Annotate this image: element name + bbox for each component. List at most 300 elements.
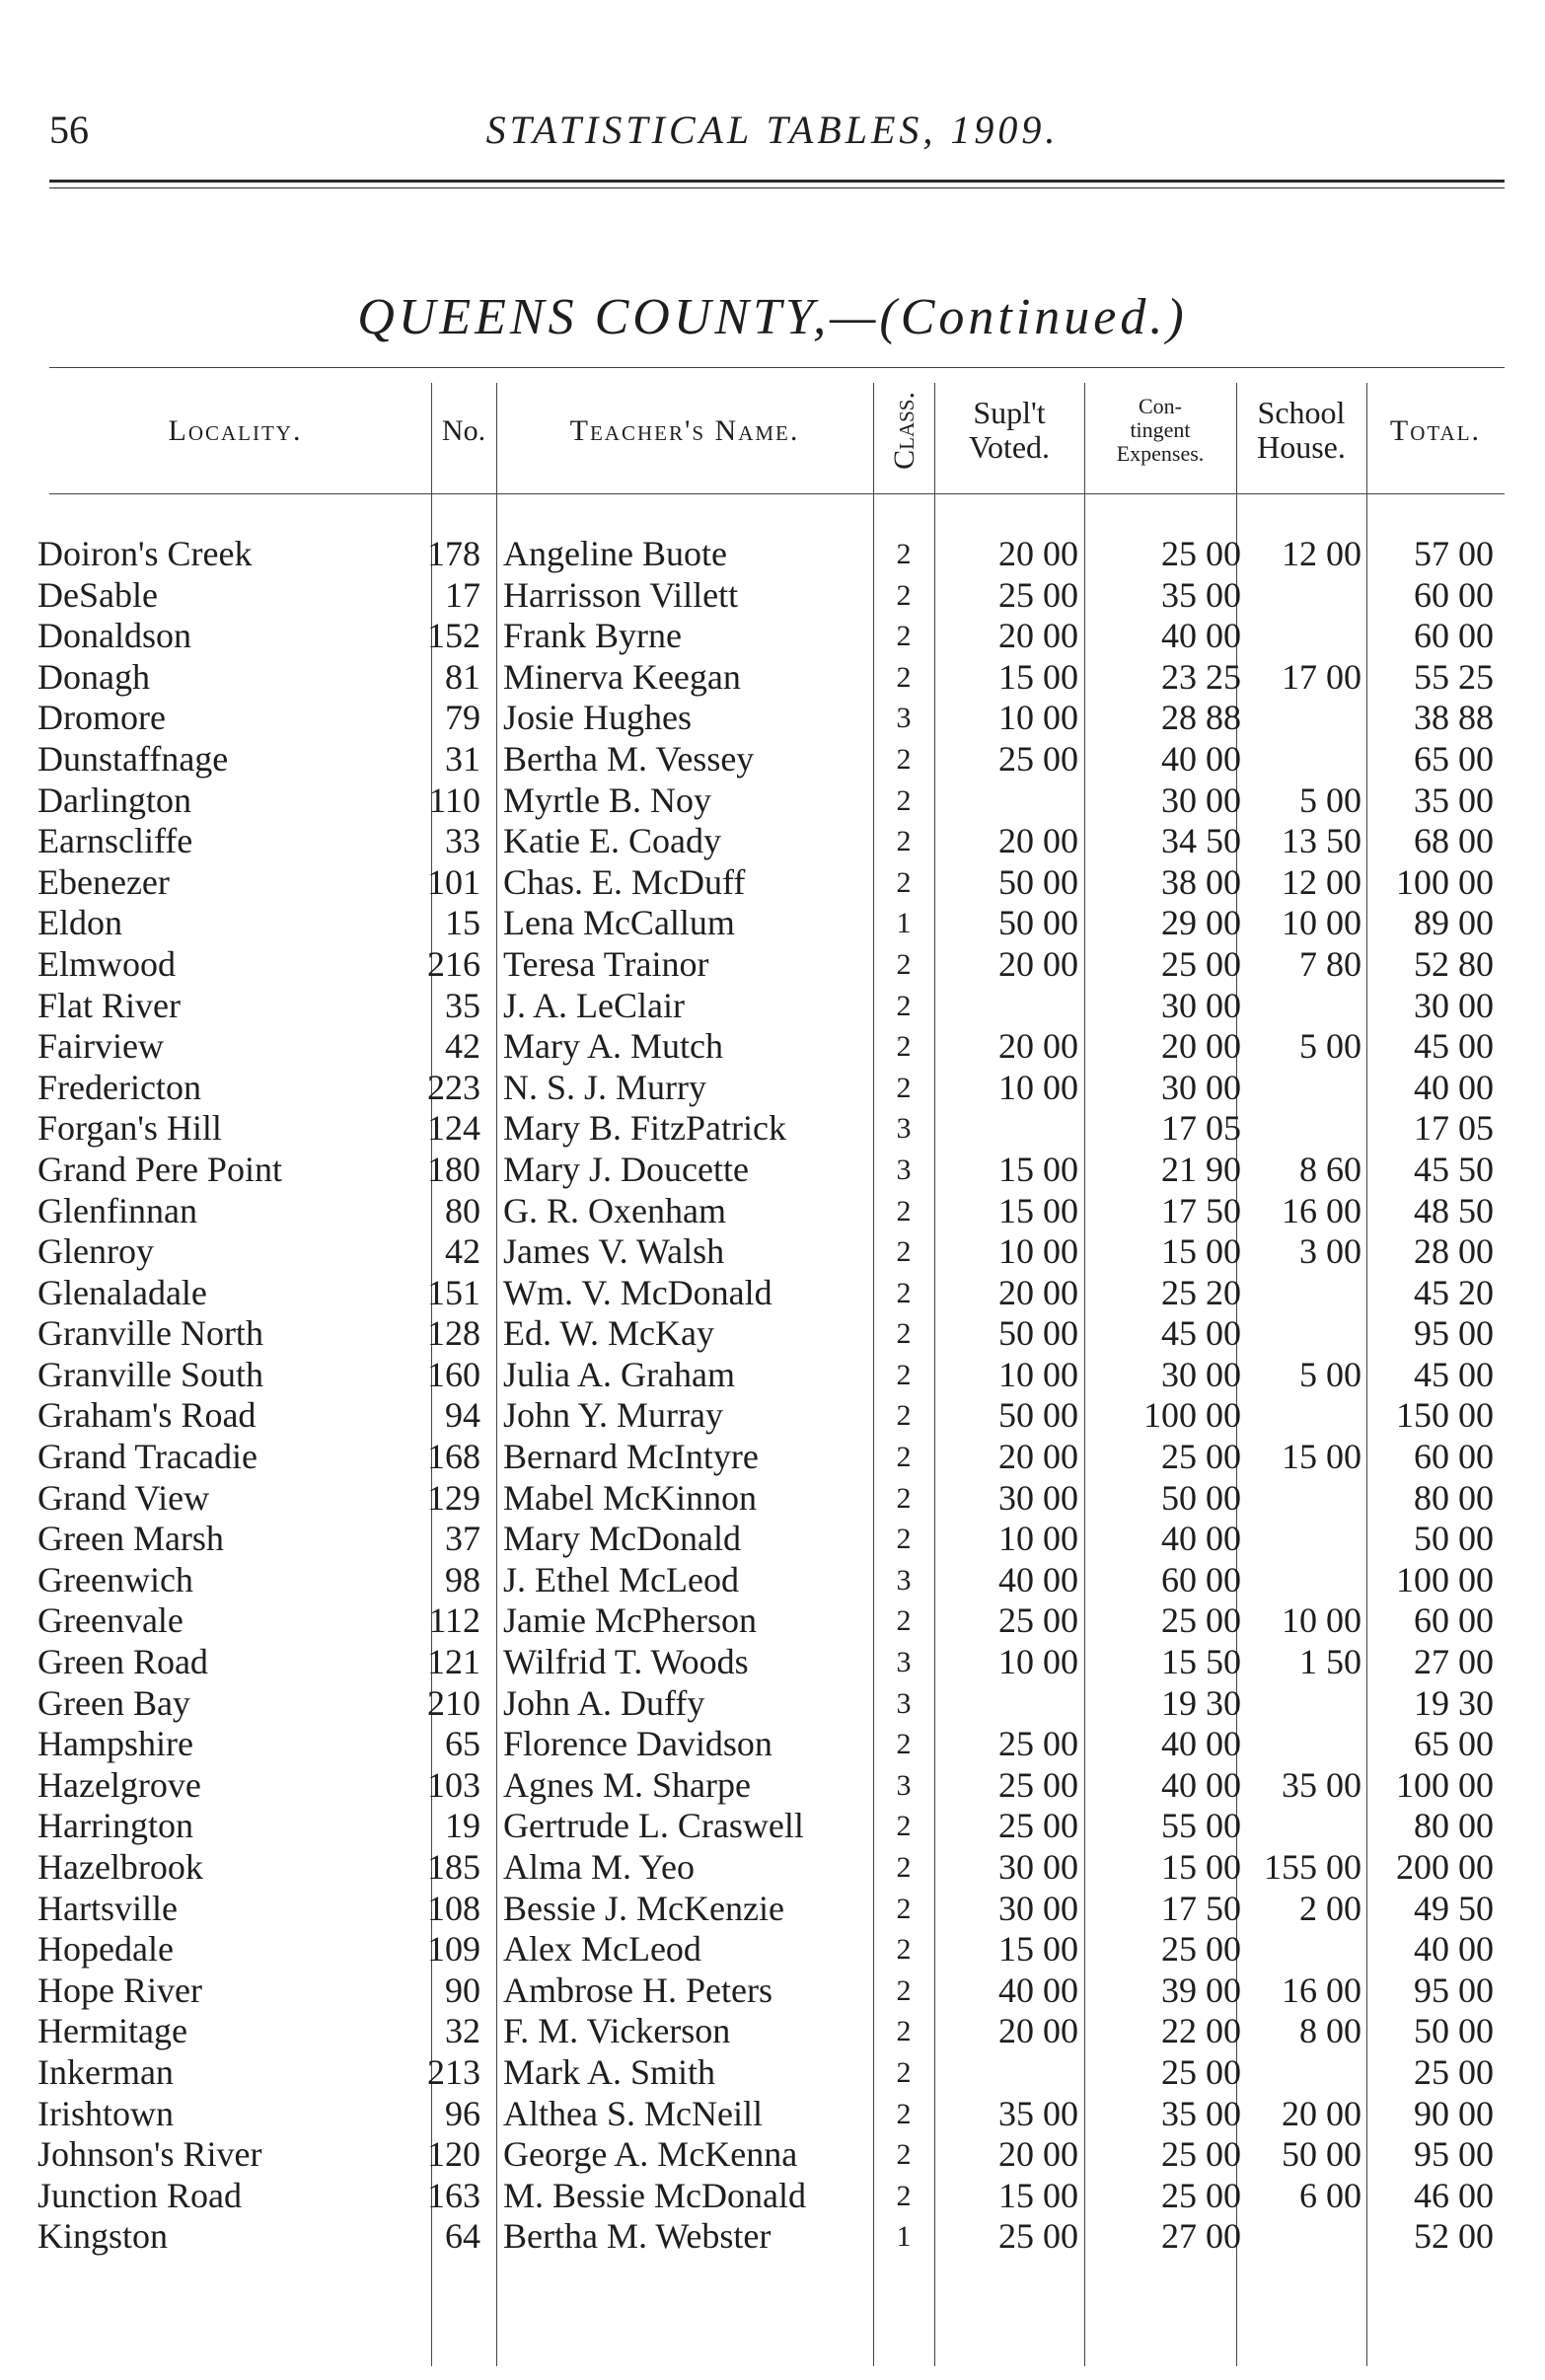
- table-row: [0, 2011, 1545, 2052]
- locality-cell: Hermitage: [37, 2011, 187, 2051]
- contingent-cell: 25 00: [1161, 2175, 1241, 2215]
- class-cell: 2: [896, 1399, 912, 1433]
- contingent-cell: 19 30: [1161, 1682, 1241, 1723]
- contingent-cell: 34 50: [1161, 821, 1241, 861]
- number-cell: 128: [427, 1313, 480, 1354]
- supt-voted-cell: 10 00: [998, 1642, 1078, 1682]
- locality-cell: Dromore: [37, 698, 166, 738]
- school-house-cell: 12 00: [1282, 534, 1361, 573]
- contingent-cell: 25 00: [1161, 1600, 1241, 1641]
- class-cell: 2: [896, 1071, 912, 1104]
- class-cell: 2: [896, 2055, 912, 2089]
- teacher-name-cell: Frank Byrne: [503, 616, 682, 656]
- teacher-name-cell: Bertha M. Vessey: [503, 738, 755, 779]
- total-cell: 50 00: [1414, 1519, 1494, 1559]
- contingent-cell: 30 00: [1161, 1067, 1241, 1107]
- header-contingent-line1: Con-: [1139, 393, 1182, 418]
- table-row: [0, 1765, 1545, 1807]
- total-cell: 40 00: [1414, 1929, 1494, 1970]
- total-cell: 60 00: [1414, 574, 1494, 615]
- number-cell: 19: [445, 1806, 480, 1846]
- teacher-name-cell: Julia A. Graham: [503, 1354, 735, 1394]
- table-row: [0, 1108, 1545, 1150]
- class-cell: 2: [896, 1523, 912, 1556]
- number-cell: 168: [427, 1437, 480, 1477]
- table-row: [0, 1478, 1545, 1520]
- locality-cell: Granville North: [37, 1313, 263, 1354]
- class-cell: 2: [896, 578, 912, 612]
- teacher-name-cell: Agnes M. Sharpe: [503, 1764, 751, 1805]
- number-cell: 98: [445, 1559, 480, 1599]
- contingent-cell: 30 00: [1161, 1354, 1241, 1394]
- teacher-name-cell: M. Bessie McDonald: [503, 2175, 806, 2215]
- teacher-name-cell: Gertrude L. Craswell: [503, 1806, 804, 1846]
- total-cell: 89 00: [1414, 903, 1494, 943]
- teacher-name-cell: Mark A. Smith: [503, 2051, 716, 2092]
- table-row: [0, 1971, 1545, 2012]
- class-cell: 2: [896, 538, 912, 570]
- locality-cell: Grand Pere Point: [37, 1149, 282, 1189]
- contingent-cell: 25 00: [1161, 1929, 1241, 1970]
- supt-voted-cell: 15 00: [998, 656, 1078, 697]
- teacher-name-cell: Angeline Buote: [503, 534, 727, 573]
- table-row: [0, 1273, 1545, 1314]
- supt-voted-cell: 15 00: [998, 1149, 1078, 1189]
- number-cell: 124: [427, 1108, 480, 1149]
- contingent-cell: 20 00: [1161, 1026, 1241, 1067]
- total-cell: 65 00: [1414, 1724, 1494, 1764]
- total-cell: 48 50: [1414, 1190, 1494, 1230]
- locality-cell: Granville South: [37, 1354, 263, 1394]
- supt-voted-cell: 30 00: [998, 1847, 1078, 1887]
- total-cell: 45 00: [1414, 1026, 1494, 1067]
- contingent-cell: 40 00: [1161, 1724, 1241, 1764]
- school-house-cell: 2 00: [1299, 1888, 1361, 1928]
- teacher-name-cell: James V. Walsh: [503, 1231, 725, 1272]
- locality-cell: Hazelgrove: [37, 1764, 201, 1805]
- school-house-cell: 16 00: [1282, 1190, 1361, 1230]
- class-cell: 3: [896, 1112, 912, 1146]
- number-cell: 108: [427, 1888, 480, 1928]
- school-house-cell: 17 00: [1282, 656, 1361, 697]
- table-row: [0, 1231, 1545, 1273]
- class-cell: 2: [896, 1030, 912, 1064]
- class-cell: 2: [896, 742, 912, 776]
- total-cell: 60 00: [1414, 1600, 1494, 1641]
- teacher-name-cell: Mary McDonald: [503, 1519, 741, 1559]
- class-cell: 2: [896, 2015, 912, 2048]
- table-row: [0, 1847, 1545, 1889]
- table-row: [0, 534, 1545, 575]
- header-rule-thin: [49, 187, 1505, 188]
- contingent-cell: 40 00: [1161, 738, 1241, 779]
- supt-voted-cell: 20 00: [998, 616, 1078, 656]
- teacher-name-cell: J. A. LeClair: [503, 985, 685, 1025]
- contingent-cell: 35 00: [1161, 2093, 1241, 2133]
- total-cell: 55 25: [1414, 656, 1494, 697]
- class-cell: 2: [896, 1481, 912, 1515]
- supt-voted-cell: 50 00: [998, 861, 1078, 902]
- locality-cell: Inkerman: [37, 2051, 174, 2092]
- header-contingent: [1084, 367, 1236, 493]
- total-cell: 40 00: [1414, 1067, 1494, 1107]
- table-row: [0, 1519, 1545, 1560]
- total-cell: 90 00: [1414, 2093, 1494, 2133]
- number-cell: 216: [427, 943, 480, 984]
- number-cell: 90: [445, 1970, 480, 2010]
- school-house-cell: 10 00: [1282, 903, 1361, 943]
- school-house-cell: 5 00: [1299, 1026, 1361, 1067]
- teacher-name-cell: Alma M. Yeo: [503, 1847, 696, 1887]
- teacher-name-cell: Ambrose H. Peters: [503, 1970, 772, 2010]
- locality-cell: Glenroy: [37, 1231, 154, 1272]
- locality-cell: Grand Tracadie: [37, 1437, 258, 1477]
- supt-voted-cell: 20 00: [998, 1026, 1078, 1067]
- total-cell: 65 00: [1414, 738, 1494, 779]
- teacher-name-cell: Lena McCallum: [503, 903, 735, 943]
- class-cell: 2: [896, 1933, 912, 1967]
- teacher-name-cell: Bertha M. Webster: [503, 2216, 772, 2257]
- table-row: [0, 616, 1545, 657]
- locality-cell: Harrington: [37, 1806, 193, 1846]
- supt-voted-cell: 20 00: [998, 1272, 1078, 1312]
- contingent-cell: 55 00: [1161, 1806, 1241, 1846]
- supt-voted-cell: 10 00: [998, 698, 1078, 738]
- teacher-name-cell: F. M. Vickerson: [503, 2011, 731, 2051]
- class-cell: 2: [896, 2138, 912, 2172]
- school-house-cell: 1 50: [1299, 1642, 1361, 1682]
- supt-voted-cell: 30 00: [998, 1888, 1078, 1928]
- locality-cell: Elmwood: [37, 943, 176, 984]
- total-cell: 38 88: [1414, 698, 1494, 738]
- contingent-cell: 21 90: [1161, 1149, 1241, 1189]
- total-cell: 27 00: [1414, 1642, 1494, 1682]
- teacher-name-cell: Jamie McPherson: [503, 1600, 757, 1641]
- teacher-name-cell: Mary B. FitzPatrick: [503, 1108, 786, 1149]
- teacher-name-cell: Katie E. Coady: [503, 821, 721, 861]
- table-row: [0, 781, 1545, 822]
- supt-voted-cell: 25 00: [998, 2216, 1078, 2257]
- supt-voted-cell: 20 00: [998, 943, 1078, 984]
- class-cell: 2: [896, 1851, 912, 1884]
- contingent-cell: 25 00: [1161, 534, 1241, 573]
- teacher-name-cell: Minerva Keegan: [503, 656, 741, 697]
- teacher-name-cell: Bessie J. McKenzie: [503, 1888, 784, 1928]
- locality-cell: Greenwich: [37, 1559, 193, 1599]
- class-cell: 2: [896, 660, 912, 694]
- contingent-cell: 15 50: [1161, 1642, 1241, 1682]
- running-title: STATISTICAL TABLES, 1909.: [485, 108, 1060, 152]
- supt-voted-cell: 30 00: [998, 1477, 1078, 1518]
- header-rule: [49, 180, 1505, 183]
- teacher-name-cell: Mary J. Doucette: [503, 1149, 749, 1189]
- contingent-cell: 25 00: [1161, 2134, 1241, 2175]
- supt-voted-cell: 25 00: [998, 738, 1078, 779]
- number-cell: 152: [427, 616, 480, 656]
- class-cell: 2: [896, 1810, 912, 1843]
- number-cell: 213: [427, 2051, 480, 2092]
- school-house-cell: 13 50: [1282, 821, 1361, 861]
- number-cell: 210: [427, 1682, 480, 1723]
- teacher-name-cell: Harrisson Villett: [503, 574, 739, 615]
- header-teacher-name: Teacher's Name.: [569, 413, 800, 447]
- teacher-name-cell: Wilfrid T. Woods: [503, 1642, 749, 1682]
- total-cell: 35 00: [1414, 780, 1494, 820]
- total-cell: 49 50: [1414, 1888, 1494, 1928]
- total-cell: 80 00: [1414, 1806, 1494, 1846]
- supt-voted-cell: 15 00: [998, 1190, 1078, 1230]
- header-locality: Locality.: [168, 413, 303, 447]
- class-cell: 2: [896, 1604, 912, 1638]
- locality-cell: Irishtown: [37, 2093, 174, 2133]
- total-cell: 95 00: [1414, 1970, 1494, 2010]
- class-cell: 2: [896, 1358, 912, 1391]
- total-cell: 19 30: [1414, 1682, 1494, 1723]
- total-cell: 60 00: [1414, 616, 1494, 656]
- table-row: [0, 1929, 1545, 1971]
- school-house-cell: 16 00: [1282, 1970, 1361, 2010]
- locality-cell: Hopedale: [37, 1929, 174, 1970]
- table-row: [0, 903, 1545, 944]
- number-cell: 32: [445, 2011, 480, 2051]
- teacher-name-cell: John Y. Murray: [503, 1395, 723, 1436]
- header-contingent-line2: tingent: [1130, 416, 1191, 442]
- header-school-line2: House.: [1257, 429, 1346, 465]
- number-cell: 185: [427, 1847, 480, 1887]
- class-cell: 2: [896, 1892, 912, 1925]
- supt-voted-cell: 10 00: [998, 1067, 1078, 1107]
- number-cell: 180: [427, 1149, 480, 1189]
- header-contingent-line3: Expenses.: [1116, 441, 1205, 467]
- school-house-cell: 15 00: [1282, 1437, 1361, 1477]
- class-cell: 3: [896, 702, 912, 735]
- locality-cell: Greenvale: [37, 1600, 184, 1641]
- header-total: Total.: [1389, 413, 1482, 447]
- total-cell: 95 00: [1414, 1313, 1494, 1354]
- table-row: [0, 1806, 1545, 1847]
- header-school-line1: School: [1257, 394, 1346, 430]
- total-cell: 45 20: [1414, 1272, 1494, 1312]
- number-cell: 35: [445, 985, 480, 1025]
- total-cell: 45 00: [1414, 1354, 1494, 1394]
- total-cell: 57 00: [1414, 534, 1494, 573]
- school-house-cell: 8 00: [1299, 2011, 1361, 2051]
- total-cell: 25 00: [1414, 2051, 1494, 2092]
- teacher-name-cell: Florence Davidson: [503, 1724, 772, 1764]
- class-cell: 2: [896, 825, 912, 858]
- teacher-name-cell: Bernard McIntyre: [503, 1437, 759, 1477]
- number-cell: 163: [427, 2175, 480, 2215]
- class-cell: 3: [896, 1686, 912, 1720]
- contingent-cell: 17 50: [1161, 1888, 1241, 1928]
- supt-voted-cell: 15 00: [998, 2175, 1078, 2215]
- table-header-rule: [49, 493, 1505, 494]
- class-cell: 3: [896, 1646, 912, 1679]
- number-cell: 42: [445, 1231, 480, 1272]
- locality-cell: Donaldson: [37, 616, 191, 656]
- class-cell: 3: [896, 1563, 912, 1597]
- total-cell: 50 00: [1414, 2011, 1494, 2051]
- locality-cell: Doiron's Creek: [37, 534, 253, 573]
- supt-voted-cell: 50 00: [998, 1313, 1078, 1354]
- teacher-name-cell: Teresa Trainor: [503, 943, 709, 984]
- number-cell: 121: [427, 1642, 480, 1682]
- school-house-cell: 10 00: [1282, 1600, 1361, 1641]
- locality-cell: Ebenezer: [37, 861, 170, 902]
- total-cell: 28 00: [1414, 1231, 1494, 1272]
- school-house-cell: 7 80: [1299, 943, 1361, 984]
- class-cell: 2: [896, 783, 912, 817]
- locality-cell: Hazelbrook: [37, 1847, 203, 1887]
- teacher-name-cell: J. Ethel McLeod: [503, 1559, 739, 1599]
- number-cell: 110: [428, 780, 480, 820]
- contingent-cell: 40 00: [1161, 616, 1241, 656]
- table-row: [0, 1395, 1545, 1437]
- table-row: [0, 1150, 1545, 1191]
- locality-cell: Fredericton: [37, 1067, 201, 1107]
- class-cell: 2: [896, 2179, 912, 2212]
- number-cell: 80: [445, 1190, 480, 1230]
- table-row: [0, 657, 1545, 699]
- table-row: [0, 2094, 1545, 2135]
- teacher-name-cell: Mary A. Mutch: [503, 1026, 723, 1067]
- header-school-house: [1236, 367, 1366, 493]
- locality-cell: Donagh: [37, 656, 150, 697]
- supt-voted-cell: 15 00: [998, 1929, 1078, 1970]
- class-cell: 2: [896, 1973, 912, 2007]
- school-house-cell: 50 00: [1282, 2134, 1361, 2175]
- number-cell: 79: [445, 698, 480, 738]
- contingent-cell: 15 00: [1161, 1231, 1241, 1272]
- county-title: QUEENS COUNTY,—(Continued.): [357, 289, 1188, 345]
- table-row: [0, 1600, 1545, 1642]
- number-cell: 81: [445, 656, 480, 697]
- table-row: [0, 1068, 1545, 1109]
- locality-cell: Glenaladale: [37, 1272, 207, 1312]
- total-cell: 45 50: [1414, 1149, 1494, 1189]
- class-cell: 2: [896, 1276, 912, 1309]
- number-cell: 112: [428, 1600, 480, 1641]
- locality-cell: Earnscliffe: [37, 821, 193, 861]
- contingent-cell: 25 20: [1161, 1272, 1241, 1312]
- total-cell: 100 00: [1396, 1764, 1494, 1805]
- contingent-cell: 25 00: [1161, 2051, 1241, 2092]
- contingent-cell: 28 88: [1161, 698, 1241, 738]
- number-cell: 103: [427, 1764, 480, 1805]
- table-row: [0, 739, 1545, 781]
- total-cell: 60 00: [1414, 1437, 1494, 1477]
- number-cell: 223: [427, 1067, 480, 1107]
- locality-cell: Hampshire: [37, 1724, 193, 1764]
- total-cell: 46 00: [1414, 2175, 1494, 2215]
- supt-voted-cell: 10 00: [998, 1519, 1078, 1559]
- table-row: [0, 2176, 1545, 2217]
- school-house-cell: 35 00: [1282, 1764, 1361, 1805]
- table-row: [0, 1437, 1545, 1478]
- number-cell: 109: [427, 1929, 480, 1970]
- class-cell: 2: [896, 1194, 912, 1227]
- locality-cell: Dunstaffnage: [37, 738, 229, 779]
- table-row: [0, 1889, 1545, 1930]
- contingent-cell: 60 00: [1161, 1559, 1241, 1599]
- table-row: [0, 1313, 1545, 1355]
- teacher-name-cell: Alex McLeod: [503, 1929, 701, 1970]
- teacher-name-cell: Althea S. McNeill: [503, 2093, 763, 2133]
- number-cell: 42: [445, 1026, 480, 1067]
- table-row: [0, 1724, 1545, 1765]
- header-class-label: Class.: [887, 391, 920, 470]
- locality-cell: Hope River: [37, 1970, 202, 2010]
- teacher-name-cell: Myrtle B. Noy: [503, 780, 711, 820]
- table-row: [0, 698, 1545, 739]
- class-cell: 3: [896, 1768, 912, 1802]
- number-cell: 96: [445, 2093, 480, 2133]
- locality-cell: Forgan's Hill: [37, 1108, 222, 1149]
- header-supt-voted: [934, 367, 1084, 493]
- total-cell: 95 00: [1414, 2134, 1494, 2175]
- page-header: [0, 107, 1545, 166]
- teacher-name-cell: George A. McKenna: [503, 2134, 798, 2175]
- class-cell: 1: [896, 2220, 912, 2254]
- table-row: [0, 986, 1545, 1027]
- header-class: [873, 367, 934, 493]
- table-row: [0, 2052, 1545, 2094]
- school-house-cell: 6 00: [1299, 2175, 1361, 2215]
- teacher-name-cell: John A. Duffy: [503, 1682, 705, 1723]
- header-supt-line1: Supl't: [973, 394, 1046, 430]
- supt-voted-cell: 20 00: [998, 534, 1078, 573]
- total-cell: 52 80: [1414, 943, 1494, 984]
- supt-voted-cell: 20 00: [998, 1437, 1078, 1477]
- class-cell: 1: [896, 907, 912, 940]
- locality-cell: Glenfinnan: [37, 1190, 197, 1230]
- number-cell: 15: [445, 903, 480, 943]
- school-house-cell: 5 00: [1299, 1354, 1361, 1394]
- supt-voted-cell: 40 00: [998, 1970, 1078, 2010]
- supt-voted-cell: 20 00: [998, 821, 1078, 861]
- locality-cell: Junction Road: [37, 2175, 242, 2215]
- table-row: [0, 821, 1545, 862]
- school-house-cell: 5 00: [1299, 780, 1361, 820]
- number-cell: 64: [445, 2216, 480, 2257]
- locality-cell: Hartsville: [37, 1888, 178, 1928]
- contingent-cell: 38 00: [1161, 861, 1241, 902]
- number-cell: 65: [445, 1724, 480, 1764]
- teacher-name-cell: G. R. Oxenham: [503, 1190, 726, 1230]
- teacher-name-cell: Wm. V. McDonald: [503, 1272, 772, 1312]
- number-cell: 120: [427, 2134, 480, 2175]
- number-cell: 160: [427, 1354, 480, 1394]
- number-cell: 178: [427, 534, 480, 573]
- header-supt-line2: Voted.: [968, 429, 1051, 465]
- supt-voted-cell: 50 00: [998, 1395, 1078, 1436]
- number-cell: 151: [427, 1272, 480, 1312]
- locality-cell: Green Road: [37, 1642, 208, 1682]
- number-cell: 33: [445, 821, 480, 861]
- contingent-cell: 45 00: [1161, 1313, 1241, 1354]
- school-house-cell: 8 60: [1299, 1149, 1361, 1189]
- supt-voted-cell: 10 00: [998, 1231, 1078, 1272]
- class-cell: 2: [896, 1235, 912, 1269]
- table-row: [0, 575, 1545, 617]
- supt-voted-cell: 35 00: [998, 2093, 1078, 2133]
- class-cell: 2: [896, 620, 912, 653]
- supt-voted-cell: 20 00: [998, 2011, 1078, 2051]
- contingent-cell: 22 00: [1161, 2011, 1241, 2051]
- contingent-cell: 17 05: [1161, 1108, 1241, 1149]
- supt-voted-cell: 25 00: [998, 1764, 1078, 1805]
- supt-voted-cell: 40 00: [998, 1559, 1078, 1599]
